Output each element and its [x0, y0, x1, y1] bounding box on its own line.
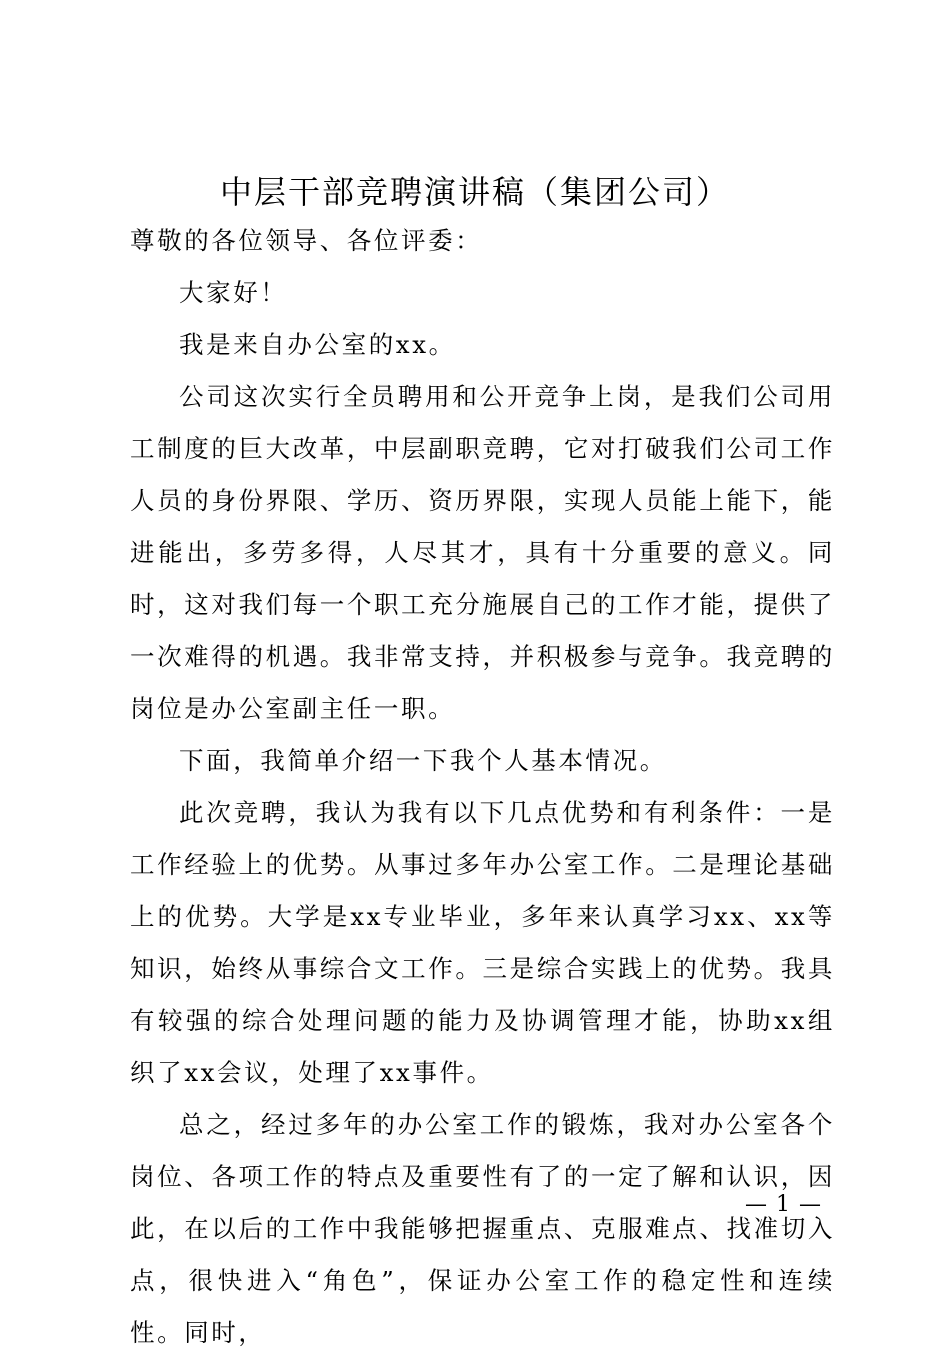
paragraph-summary: 总之，经过多年的办公室工作的锻炼，我对办公室各个岗位、各项工作的特点及重要性有了的一定了解和认识，因此，在以后的工作中我能够把握重点、克服难点、找准切入点，很快进入“角色”，保证办公室工作的稳定性和连续性。同时， [130, 1110, 835, 1347]
salutation: 尊敬的各位领导、各位评委： [130, 226, 483, 255]
paragraph-advantages: 此次竞聘，我认为我有以下几点优势和有利条件：一是工作经验上的优势。从事过多年办公室工作。二是理论基础上的优势。大学是xx专业毕业，多年来认真学习xx、xx等知识，始终从事综合文工作。三是综合实践上的优势。我具有较强的综合处理问题的能力及协调管理才能，协助xx组织了xx会议，处理了xx事件。 [130, 798, 835, 1087]
document-body [130, 215, 835, 1359]
document-title: 中层干部竞聘演讲稿（集团公司） [219, 173, 730, 211]
page-number: — 1 — [745, 1192, 822, 1217]
paragraph-basic-info: 下面，我简单介绍一下我个人基本情况。 [179, 746, 667, 775]
paragraph-introduction: 我是来自办公室的xx。 [179, 330, 456, 359]
paragraph-reform: 公司这次实行全员聘用和公开竞争上岗，是我们公司用工制度的巨大改革，中层副职竞聘，它对打破我们公司工作人员的身份界限、学历、资历界限，实现人员能上能下，能进能出，多劳多得，人尽其才，具有十分重要的意义。同时，这对我们每一个职工充分施展自己的工作才能，提供了一次难得的机遇。我非常支持，并积极参与竞争。我竞聘的岗位是办公室副主任一职。 [130, 382, 835, 723]
paragraph-greeting: 大家好！ [179, 278, 288, 307]
